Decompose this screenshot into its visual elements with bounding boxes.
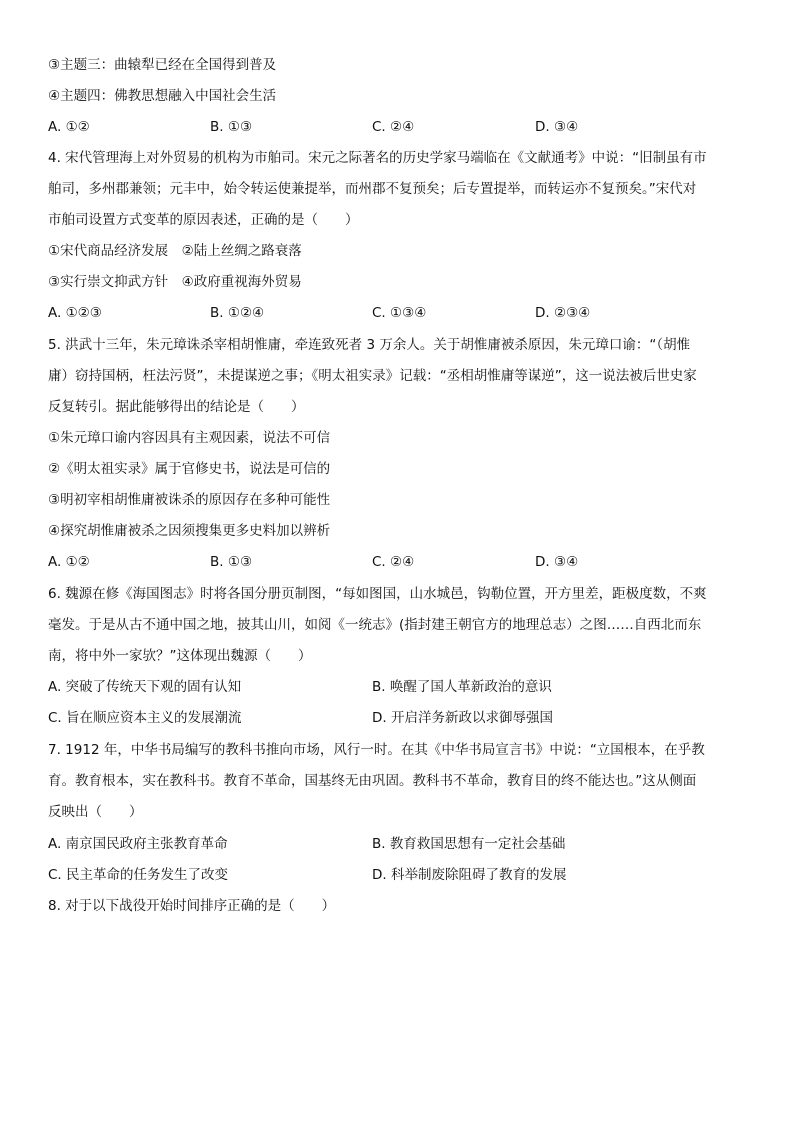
option-d[interactable]: D. ③④ <box>535 554 579 570</box>
q5-item: ①朱元璋口谕内容因具有主观因素，说法不可信 <box>48 430 331 446</box>
q6-stem-line: 南，将中外一家欤？”这体现出魏源（ ） <box>48 648 312 664</box>
option-c[interactable]: C. ②④ <box>372 554 415 570</box>
option-a[interactable]: A. ①② <box>48 554 90 570</box>
q7-stem-line: 育。教育根本，实在教科书。教育不革命，国基终无由巩固。教科书不革命，教育目的终不能达也。”这从侧面 <box>48 773 697 789</box>
q5-item: ②《明太祖实录》属于官修史书，说法是可信的 <box>48 461 331 477</box>
carry-options <box>48 118 748 136</box>
q5-options <box>48 553 748 571</box>
option-d[interactable]: D. 科举制废除阻碍了教育的发展 <box>372 867 567 883</box>
q4-stem-line: 舶司，多州郡兼领；元丰中，始令转运使兼提举，而州郡不复预矣；后专置提举，而转运亦不复预矣。”宋代对 <box>48 181 697 197</box>
q4-item: ③实行崇文抑武方针 ④政府重视海外贸易 <box>48 274 302 290</box>
carry-item-3: ③主题三：曲辕犁已经在全国得到普及 <box>48 57 277 73</box>
option-c[interactable]: C. 旨在顺应资本主义的发展潮流 <box>48 710 242 726</box>
option-b[interactable]: B. 唤醒了国人革新政治的意识 <box>372 679 552 695</box>
q7-options-row <box>48 835 748 853</box>
option-d[interactable]: D. ②③④ <box>535 305 591 321</box>
q4-item: ①宋代商品经济发展 ②陆上丝绸之路衰落 <box>48 243 302 259</box>
option-b[interactable]: B. ①③ <box>210 554 253 570</box>
q6-options-row <box>48 709 748 727</box>
q8-stem-line: 8. 对于以下战役开始时间排序正确的是（ ） <box>48 898 336 914</box>
q5-item: ④探究胡惟庸被杀之因须搜集更多史料加以辨析 <box>48 523 331 539</box>
option-a[interactable]: A. ①②③ <box>48 305 102 321</box>
q4-stem-line: 市舶司设置方式变革的原因表述，正确的是（ ） <box>48 212 359 228</box>
carry-item-4: ④主题四：佛教思想融入中国社会生活 <box>48 88 277 104</box>
q5-stem-line: 5. 洪武十三年，朱元璋诛杀宰相胡惟庸，牵连致死者 3 万余人。关于胡惟庸被杀原因，朱元璋口谕：“（胡惟 <box>48 337 691 353</box>
q5-item: ③明初宰相胡惟庸被诛杀的原因存在多种可能性 <box>48 492 331 508</box>
option-b[interactable]: B. ①②④ <box>210 305 265 321</box>
q6-stem-line: 毫发。于是从古不通中国之地，披其山川，如阅《一统志》(指封建王朝官方的地理总志）之图……自西北而东 <box>48 617 702 633</box>
option-a[interactable]: A. 南京国民政府主张教育革命 <box>48 836 228 852</box>
option-a[interactable]: A. 突破了传统天下观的固有认知 <box>48 679 242 695</box>
option-c[interactable]: C. 民主革命的任务发生了改变 <box>48 867 229 883</box>
q6-options-row <box>48 678 748 696</box>
q5-stem-line: 庸）窃持国柄，枉法污贤”，未提谋逆之事；《明太祖实录》记载：“丞相胡惟庸等谋逆”，这一说法被后世史家 <box>48 368 697 384</box>
option-d[interactable]: D. ③④ <box>535 119 579 135</box>
option-c[interactable]: C. ①③④ <box>372 305 427 321</box>
q4-options <box>48 304 748 322</box>
option-b[interactable]: B. 教育救国思想有一定社会基础 <box>372 836 566 852</box>
q7-stem-line: 7. 1912 年，中华书局编写的教科书推向市场，风行一时。在其《中华书局宣言书》中说：“立国根本，在乎教 <box>48 742 705 758</box>
q7-stem-line: 反映出（ ） <box>48 804 143 820</box>
q6-stem-line: 6. 魏源在修《海国图志》时将各国分册页制图，“每如图国，山水城邑，钩勒位置，开方里差，距极度数，不爽 <box>48 586 707 602</box>
option-a[interactable]: A. ①② <box>48 119 90 135</box>
q5-stem-line: 反复转引。据此能够得出的结论是（ ） <box>48 399 305 415</box>
q4-stem-line: 4. 宋代管理海上对外贸易的机构为市舶司。宋元之际著名的历史学家马端临在《文献通考》中说：“旧制虽有市 <box>48 150 707 166</box>
q7-options-row <box>48 866 748 884</box>
option-d[interactable]: D. 开启洋务新政以求御辱强国 <box>372 710 553 726</box>
option-c[interactable]: C. ②④ <box>372 119 415 135</box>
option-b[interactable]: B. ①③ <box>210 119 253 135</box>
